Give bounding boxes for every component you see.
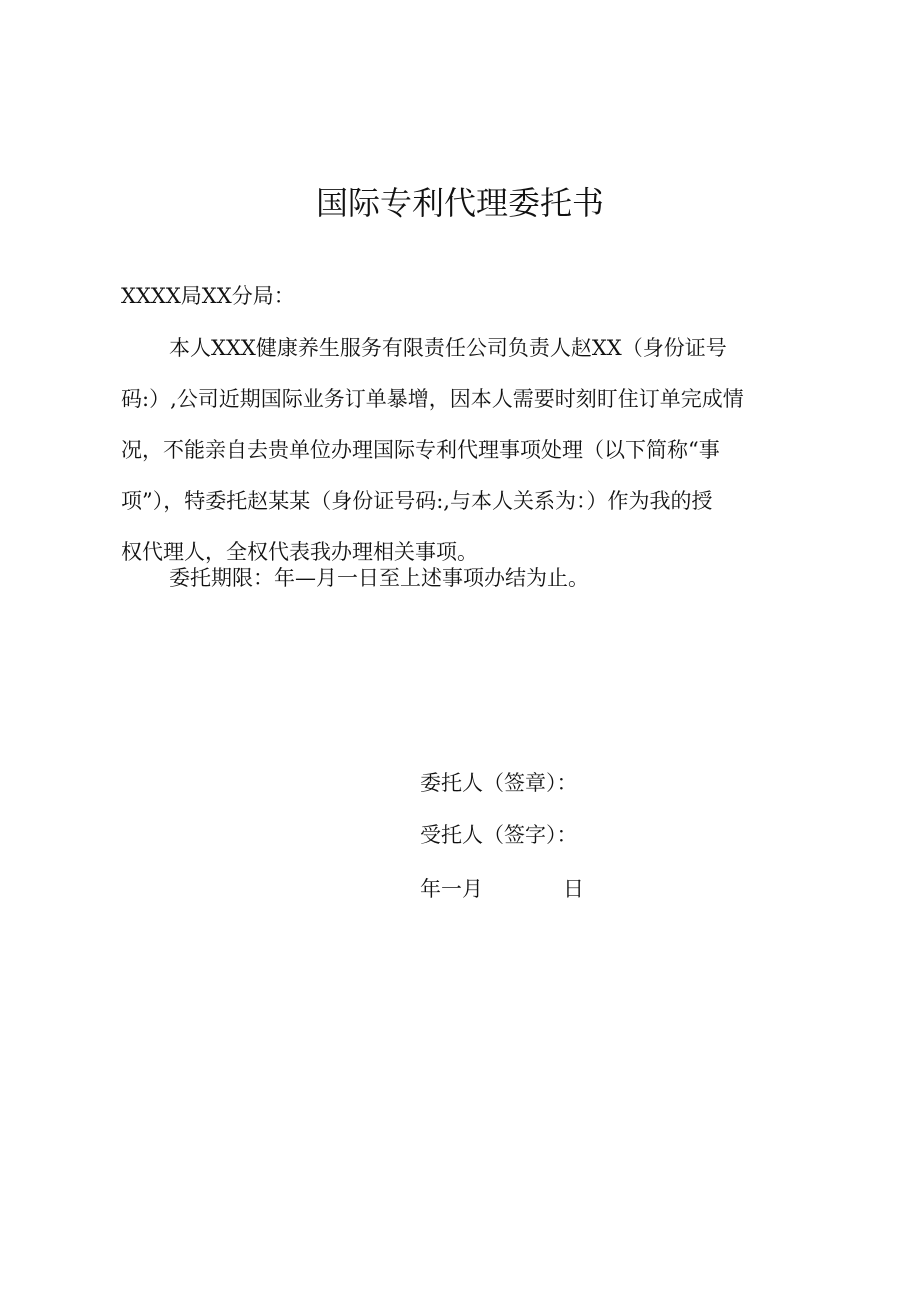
- date-year-month: 年一月: [420, 877, 483, 901]
- principal-signature-line: 委托人（签章）：: [420, 771, 578, 795]
- body-line: 项”），特委托赵某某（身份证号码:,与本人关系为：）作为我的授: [121, 489, 713, 513]
- body-line: 本人XXX健康养生服务有限责任公司负责人赵XX（身份证号: [169, 336, 727, 360]
- signature-date-line: [420, 873, 584, 903]
- body-line: 权代理人，全权代表我办理相关事项。: [121, 540, 478, 564]
- term-line: 委托期限：年—月一日至上述事项办结为止。: [169, 566, 589, 590]
- date-day: 日: [563, 877, 584, 901]
- document-title: 国际专利代理委托书: [315, 184, 604, 222]
- addressee-line: XXXX局XX分局：: [121, 284, 295, 308]
- body-paragraph: [121, 323, 811, 578]
- body-line: 况，不能亲自去贵单位办理国际专利代理事项处理（以下简称“事: [121, 438, 720, 462]
- agent-signature-line: 受托人（签字）：: [420, 823, 578, 847]
- body-line: 码:）,公司近期国际业务订单暴增，因本人需要时刻盯住订单完成情: [121, 387, 744, 411]
